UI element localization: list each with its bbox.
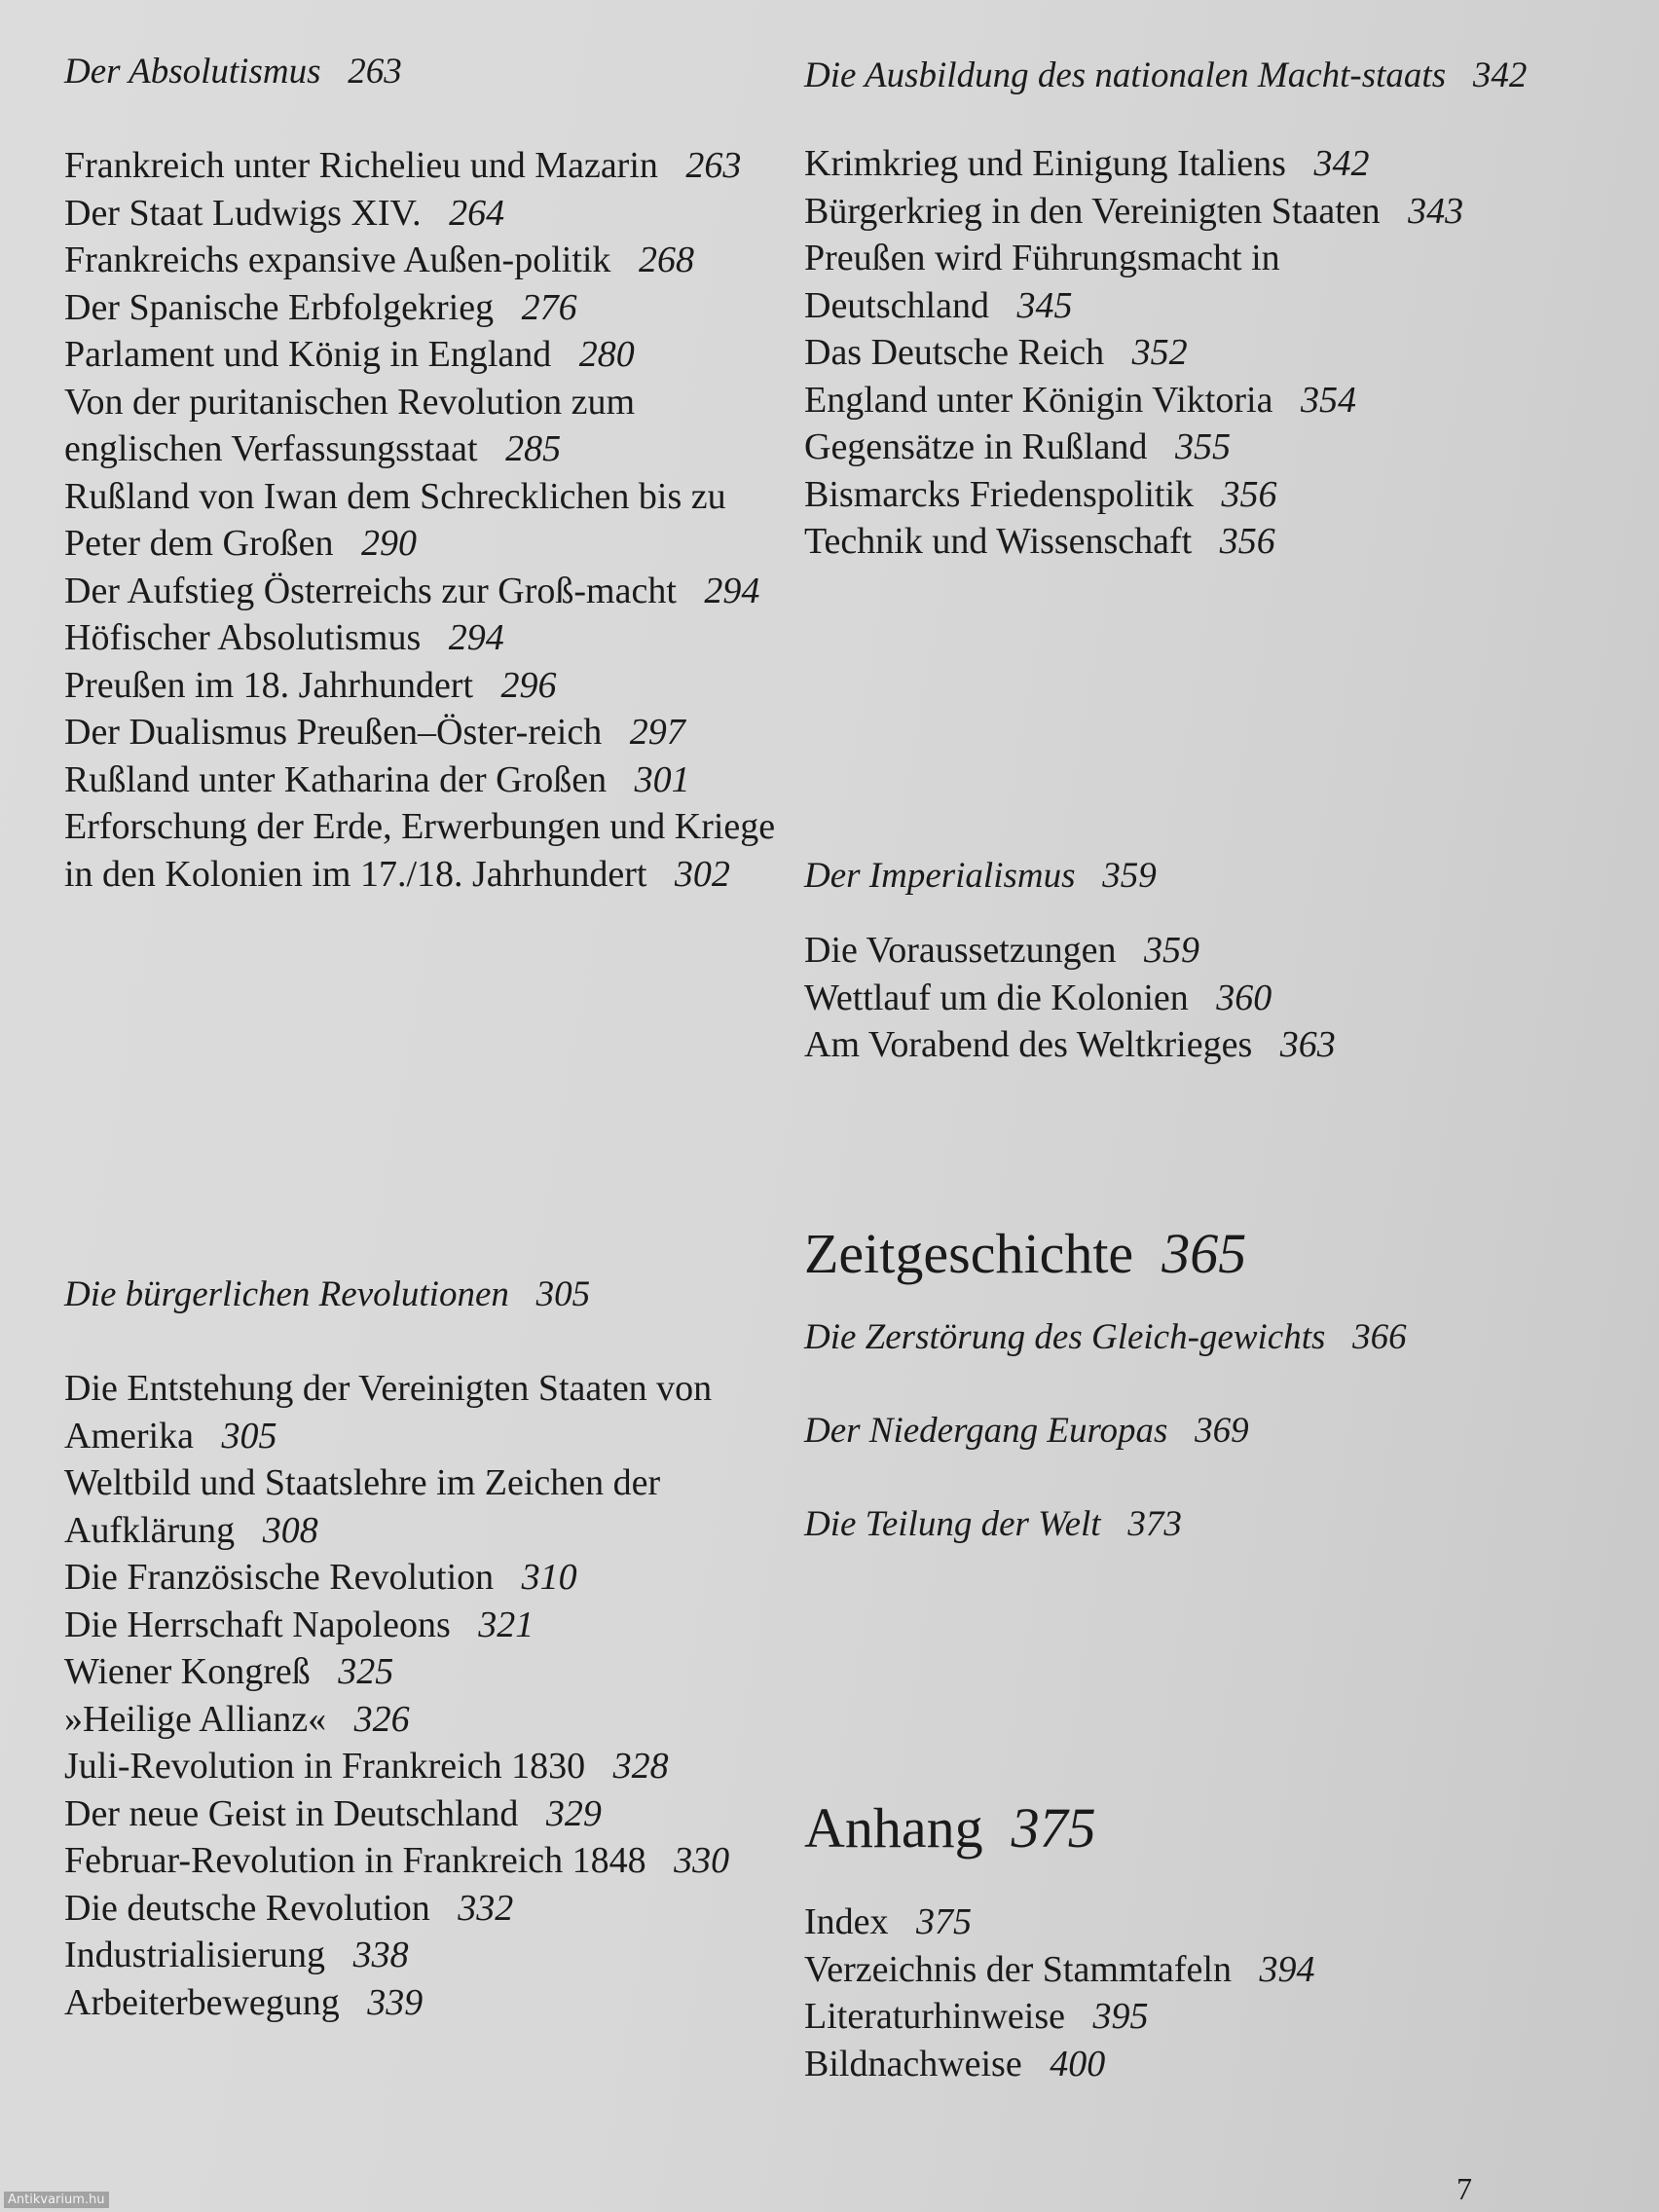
toc-entry: Frankreichs expansive Außen-politik 268 [64, 240, 694, 280]
toc-entry: Weltbild und Staatslehre im Zeichen der Aufklärung 308 [64, 1462, 661, 1551]
toc-entry: Literaturhinweise 395 [804, 1996, 1149, 2037]
section-imperialismus [804, 853, 1544, 1069]
page-number: 7 [1456, 2171, 1472, 2206]
part-title: Anhang 375 [804, 1796, 1096, 1860]
toc-entry: England unter Königin Viktoria 354 [804, 379, 1356, 421]
toc-entry: Frankreich unter Richelieu und Mazarin 263 [64, 145, 742, 186]
section-title: Die bürgerlichen Revolutionen 305 [64, 1274, 591, 1314]
toc-entry: Gegensätze in Rußland 355 [804, 426, 1231, 467]
part-anhang [804, 1797, 1544, 2087]
toc-entry: Krimkrieg und Einigung Italiens 342 [804, 143, 1370, 184]
toc-entry: Verzeichnis der Stammtafeln 394 [804, 1948, 1315, 1990]
toc-entry: Der neue Geist in Deutschland 329 [64, 1792, 602, 1834]
section-nationaler-machtstaat [804, 53, 1544, 566]
toc-entry: Bismarcks Friedenspolitik 356 [804, 473, 1277, 515]
toc-entry: Arbeiterbewegung 339 [64, 1981, 424, 2023]
section-title: Die Teilung der Welt 373 [804, 1504, 1182, 1544]
toc-entry: Erforschung der Erde, Erwerbungen und Kriege in den Kolonien im 17./18. Jahrhundert 302 [64, 806, 776, 895]
section-title: Der Imperialismus 359 [804, 856, 1157, 896]
section-title: Der Absolutismus 263 [64, 52, 402, 92]
toc-entry: Der Staat Ludwigs XIV. 264 [64, 192, 505, 234]
toc-entry: Der Aufstieg Österreichs zur Groß-macht 294 [64, 570, 760, 611]
toc-entry: Juli-Revolution in Frankreich 1830 328 [64, 1746, 669, 1787]
toc-entry: Die Voraussetzungen 359 [804, 930, 1199, 971]
section-title: Die Zerstörung des Gleich-gewichts 366 [804, 1317, 1407, 1357]
part-title: Zeitgeschichte 365 [804, 1222, 1247, 1285]
watermark: Antikvarium.hu [4, 2192, 109, 2208]
toc-entry: Am Vorabend des Weltkrieges 363 [804, 1024, 1336, 1065]
toc-entry: Rußland von Iwan dem Schrecklichen bis zu Peter dem Großen 290 [64, 475, 726, 564]
section-buergerliche-revolutionen [64, 1272, 785, 2026]
toc-entry: Wettlauf um die Kolonien 360 [804, 977, 1272, 1018]
toc-entry: Die Herrschaft Napoleons 321 [64, 1604, 535, 1645]
toc-entry: Rußland unter Katharina der Großen 301 [64, 758, 690, 800]
toc-entry: Technik und Wissenschaft 356 [804, 521, 1275, 562]
toc-entry: Februar-Revolution in Frankreich 1848 330 [64, 1840, 730, 1881]
toc-entry: Die Entstehung der Vereinigten Staaten von Amerika 305 [64, 1368, 713, 1456]
toc-entry: Index 375 [804, 1901, 973, 1942]
toc-entry: Preußen im 18. Jahrhundert 296 [64, 664, 557, 706]
toc-entry: Das Deutsche Reich 352 [804, 332, 1188, 373]
toc-entry: Von der puritanischen Revolution zum englischen Verfassungsstaat 285 [64, 381, 636, 469]
section-title: Der Niedergang Europas 369 [804, 1411, 1249, 1451]
toc-entry: Höfischer Absolutismus 294 [64, 617, 504, 658]
toc-entry: Die deutsche Revolution 332 [64, 1887, 514, 1929]
section-title: Die Ausbildung des nationalen Macht-staats 342 [804, 55, 1528, 95]
toc-entry: Bürgerkrieg in den Vereinigten Staaten 343 [804, 190, 1464, 232]
toc-entry: Wiener Kongreß 325 [64, 1651, 394, 1692]
toc-entry: »Heilige Allianz« 326 [64, 1698, 410, 1740]
toc-entry: Der Spanische Erbfolgekrieg 276 [64, 286, 577, 328]
part-zeitgeschichte [804, 1223, 1544, 1548]
toc-entry: Der Dualismus Preußen–Öster-reich 297 [64, 712, 685, 753]
toc-entry: Industrialisierung 338 [64, 1935, 409, 1975]
toc-entry: Bildnachweise 400 [804, 2043, 1106, 2084]
toc-entry: Parlament und König in England 280 [64, 334, 635, 375]
toc-entry: Die Französische Revolution 310 [64, 1557, 577, 1598]
section-absolutismus [64, 49, 785, 898]
toc-entry: Preußen wird Führungsmacht in Deutschland 345 [804, 238, 1280, 326]
